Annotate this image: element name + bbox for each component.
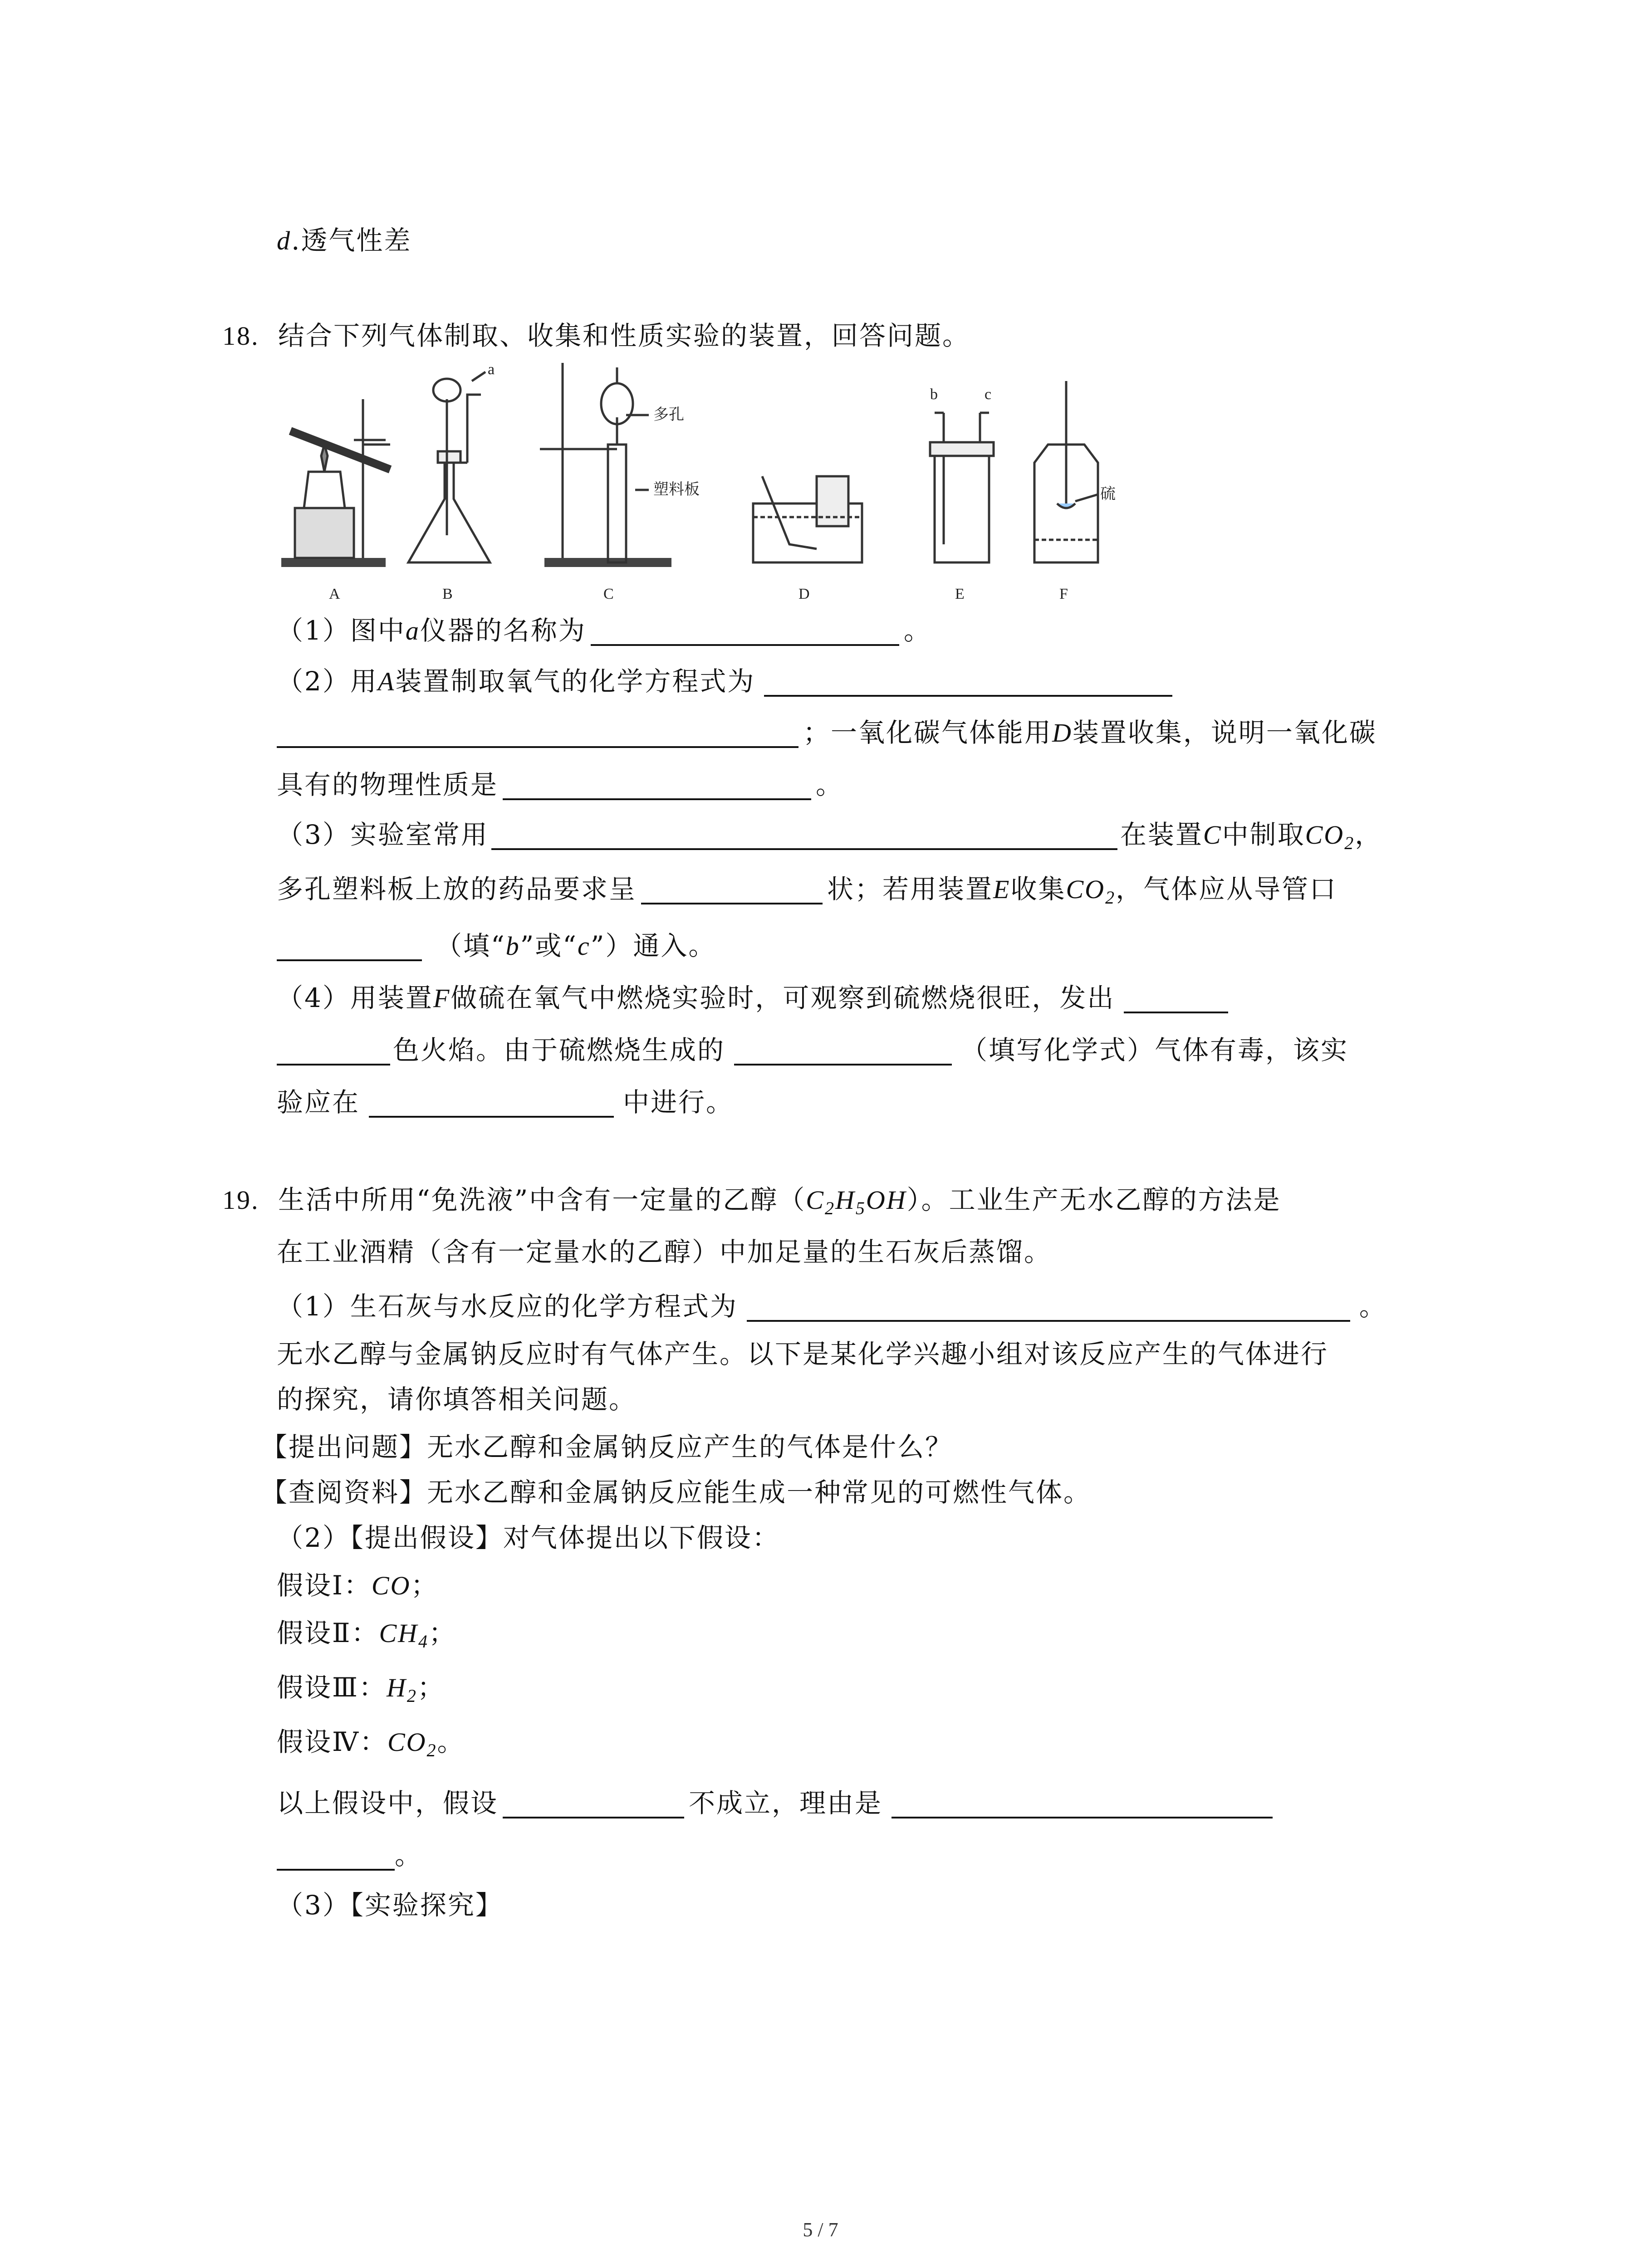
q19-part1 xyxy=(277,1288,1387,1325)
callout-sulfur: 硫 xyxy=(1100,485,1116,503)
q18-p3-end: ， xyxy=(1355,819,1383,850)
q18-p3-co2: CO xyxy=(1305,820,1345,850)
q18-p4b-pre: 色火焰。由于硫燃烧生成的 xyxy=(393,1035,725,1066)
answer-blank-q18-4a-cont[interactable] xyxy=(277,1036,390,1066)
answer-blank-q18-2b[interactable] xyxy=(503,770,811,800)
q18-p2c-pre: 具有的物理性质是 xyxy=(277,769,499,800)
apparatus-a xyxy=(281,399,390,567)
h4-end: 。 xyxy=(437,1726,465,1757)
answer-blank-q18-4c[interactable] xyxy=(369,1088,614,1118)
label-f: F xyxy=(1059,586,1068,602)
answer-blank-q18-3a[interactable] xyxy=(491,820,1117,850)
q18-p2c-end: 。 xyxy=(816,769,844,800)
h2-pre: 假设Ⅱ： xyxy=(277,1618,379,1648)
answer-blank-q18-1[interactable] xyxy=(591,616,899,646)
label-b: B xyxy=(442,586,453,602)
q18-p3-mid: 在装置 xyxy=(1120,819,1203,850)
concl-mid: 不成立，理由是 xyxy=(689,1788,883,1818)
q18-p4-post: 做硫在氧气中燃烧实验时，可观察到硫燃烧很旺，发出 xyxy=(451,982,1115,1013)
q18-p4c-post: 中进行。 xyxy=(623,1087,734,1118)
q19-stem1-oh: OH xyxy=(866,1185,907,1215)
q18-p2b-pre: ；一氧化碳气体能用 xyxy=(803,717,1053,748)
h2-end: ； xyxy=(429,1618,457,1648)
q18-p3b-E: E xyxy=(993,875,1011,904)
q18-p3c-c: c xyxy=(577,931,591,961)
apparatus-c xyxy=(540,363,671,567)
q18-p1-post: 仪器的名称为 xyxy=(420,615,586,646)
q18-p2-A: A xyxy=(377,667,396,696)
q18-number: 18. xyxy=(222,321,260,351)
concl-end: 。 xyxy=(395,1840,423,1871)
q18-p3-pre: （3）实验室常用 xyxy=(277,819,489,850)
q18-part2b xyxy=(277,714,1377,751)
callout-plate-1: 多孔 xyxy=(653,406,684,424)
q19-p1b: 无水乙醇与金属钠反应时有气体产生。以下是某化学兴趣小组对该反应产生的气体进行 xyxy=(277,1339,1329,1369)
q18-p3c-pre: （填“ xyxy=(436,930,506,961)
q18-p1-end: 。 xyxy=(903,615,931,646)
hypothesis-3 xyxy=(277,1669,445,1714)
q18-p1-pre: （1）图中 xyxy=(277,615,406,646)
q18-p2b-post: 装置收集，说明一氧化碳 xyxy=(1072,717,1377,748)
q18-p1-a: a xyxy=(405,616,420,645)
q18-p2-pre: （2）用 xyxy=(277,666,378,697)
q19-question-text: 【提出问题】无水乙醇和金属钠反应产生的气体是什么？ xyxy=(261,1432,953,1462)
q19-conclusion-cont xyxy=(277,1837,422,1873)
q18-p4-pre: （4）用装置 xyxy=(277,982,433,1013)
q18-p3-C: C xyxy=(1203,820,1222,850)
q19-part1c xyxy=(277,1381,637,1418)
option-text: .透气性差 xyxy=(291,225,412,256)
q19-p3-text: （3）【实验探究】 xyxy=(277,1890,503,1921)
answer-blank-q19-reason-cont[interactable] xyxy=(277,1841,395,1871)
h1-formula: CO xyxy=(371,1571,411,1600)
q19-stem1-pre: 生活中所用“免洗液”中含有一定量的乙醇（ xyxy=(278,1184,806,1215)
q19-stem1-c-sub: 2 xyxy=(824,1198,835,1218)
q19-part1b xyxy=(277,1336,1328,1372)
q19-stem-line1 xyxy=(222,1182,1281,1227)
label-c: C xyxy=(603,586,614,602)
apparatus-f xyxy=(1034,381,1098,562)
label-tube-b: b xyxy=(930,386,938,403)
label-funnel-a: a xyxy=(488,361,495,378)
h2-formula: CH xyxy=(379,1618,419,1648)
q18-stem: 结合下列气体制取、收集和性质实验的装置，回答问题。 xyxy=(278,320,970,351)
h3-sub: 2 xyxy=(407,1686,417,1706)
answer-blank-q19-hypothesis[interactable] xyxy=(503,1789,684,1818)
label-e: E xyxy=(955,586,965,602)
q18-p3c-post: ”）通入。 xyxy=(590,930,716,961)
page-number: 5 / 7 xyxy=(803,2219,838,2241)
q19-p2-text: （2）【提出假设】对气体提出以下假设： xyxy=(277,1522,780,1553)
q18-p3b-mid: 状；若用装置 xyxy=(827,874,994,904)
q18-part4c xyxy=(277,1084,734,1120)
concl-pre: 以上假设中，假设 xyxy=(277,1788,499,1818)
q18-p2-mid: 装置制取氧气的化学方程式为 xyxy=(395,666,755,697)
q19-number: 19. xyxy=(222,1185,260,1215)
q19-stem2: 在工业酒精（含有一定量水的乙醇）中加足量的生石灰后蒸馏。 xyxy=(277,1237,1052,1267)
hypothesis-2 xyxy=(277,1615,456,1660)
q18-part3c xyxy=(277,928,716,964)
callout-plate-2: 塑料板 xyxy=(653,480,700,499)
q18-p3b-mid2: 收集 xyxy=(1010,874,1066,904)
apparatus-e xyxy=(930,413,994,562)
apparatus-figure xyxy=(272,354,1134,617)
h1-end: ； xyxy=(411,1570,439,1601)
answer-blank-q18-4a[interactable] xyxy=(1124,983,1228,1013)
apparatus-d xyxy=(753,476,862,562)
answer-blank-q19-reason[interactable] xyxy=(892,1789,1273,1818)
q18-p3c-b: b xyxy=(505,931,520,961)
q18-part2c xyxy=(277,767,843,803)
answer-blank-q18-2a-cont[interactable] xyxy=(277,718,798,748)
label-d: D xyxy=(798,586,810,602)
label-a: A xyxy=(329,586,340,602)
hypothesis-4 xyxy=(277,1724,465,1769)
q18-p4c-pre: 验应在 xyxy=(277,1087,360,1118)
q19-stem-line2 xyxy=(277,1234,1052,1270)
q18-part3b xyxy=(277,871,1337,916)
q18-p3c-mid: ”或“ xyxy=(520,930,578,961)
q19-stem1-post: ）。工业生产无水乙醇的方法是 xyxy=(906,1184,1281,1215)
q18-part2 xyxy=(277,663,1172,700)
q18-p3b-pre: 多孔塑料板上放的药品要求呈 xyxy=(277,874,637,904)
q19-info xyxy=(261,1474,1091,1510)
option-letter: d xyxy=(277,226,291,255)
q19-stem1-c: C xyxy=(806,1185,825,1215)
q18-p3-co2-sub: 2 xyxy=(1344,833,1355,853)
q19-stem1-h-sub: 5 xyxy=(855,1198,866,1218)
h3-formula: H xyxy=(386,1673,407,1702)
answer-blank-q18-2a[interactable] xyxy=(764,667,1172,697)
q19-question xyxy=(261,1429,953,1465)
h1-pre: 假设Ⅰ： xyxy=(277,1570,372,1601)
q18-p4-F: F xyxy=(433,983,451,1013)
q18-stem-line xyxy=(222,318,970,354)
h3-end: ； xyxy=(417,1672,445,1703)
h3-pre: 假设Ⅲ： xyxy=(277,1672,387,1703)
answer-blank-q19-1[interactable] xyxy=(747,1292,1350,1322)
q18-p3b-co2: CO xyxy=(1066,875,1106,904)
answer-blank-q18-3c[interactable] xyxy=(277,931,422,961)
q18-part3 xyxy=(277,816,1382,861)
label-tube-c: c xyxy=(985,386,992,403)
q18-p2b-D: D xyxy=(1052,718,1073,748)
q19-p1c: 的探究，请你填答相关问题。 xyxy=(277,1384,637,1415)
q19-stem1-h: H xyxy=(835,1185,856,1215)
q19-part3 xyxy=(277,1887,503,1923)
h2-sub: 4 xyxy=(418,1631,429,1652)
q19-conclusion xyxy=(277,1785,1273,1821)
apparatus-b xyxy=(408,372,490,562)
h4-sub: 2 xyxy=(426,1740,437,1760)
q19-info-text: 【查阅资料】无水乙醇和金属钠反应能生成一种常见的可燃性气体。 xyxy=(261,1477,1092,1508)
q19-p1-pre: （1）生石灰与水反应的化学方程式为 xyxy=(277,1291,738,1322)
q18-p3-post: 中制取 xyxy=(1222,819,1305,850)
option-d xyxy=(277,222,411,259)
q19-part2 xyxy=(277,1520,780,1556)
h4-formula: CO xyxy=(387,1727,427,1757)
q19-p1-end: 。 xyxy=(1359,1291,1387,1322)
hypothesis-1 xyxy=(277,1567,439,1604)
apparatus-svg xyxy=(272,354,1134,617)
q18-part4 xyxy=(277,980,1228,1017)
h4-pre: 假设Ⅳ： xyxy=(277,1726,387,1757)
q18-p4b-post: （填写化学式）气体有毒，该实 xyxy=(961,1035,1349,1066)
q18-p3b-co2-sub: 2 xyxy=(1105,887,1116,908)
q18-p3b-post: ，气体应从导管口 xyxy=(1116,874,1337,904)
q18-part4b xyxy=(277,1032,1348,1068)
answer-blank-q18-3b[interactable] xyxy=(641,875,823,904)
answer-blank-q18-4b[interactable] xyxy=(734,1036,952,1066)
q18-part1 xyxy=(277,612,931,649)
